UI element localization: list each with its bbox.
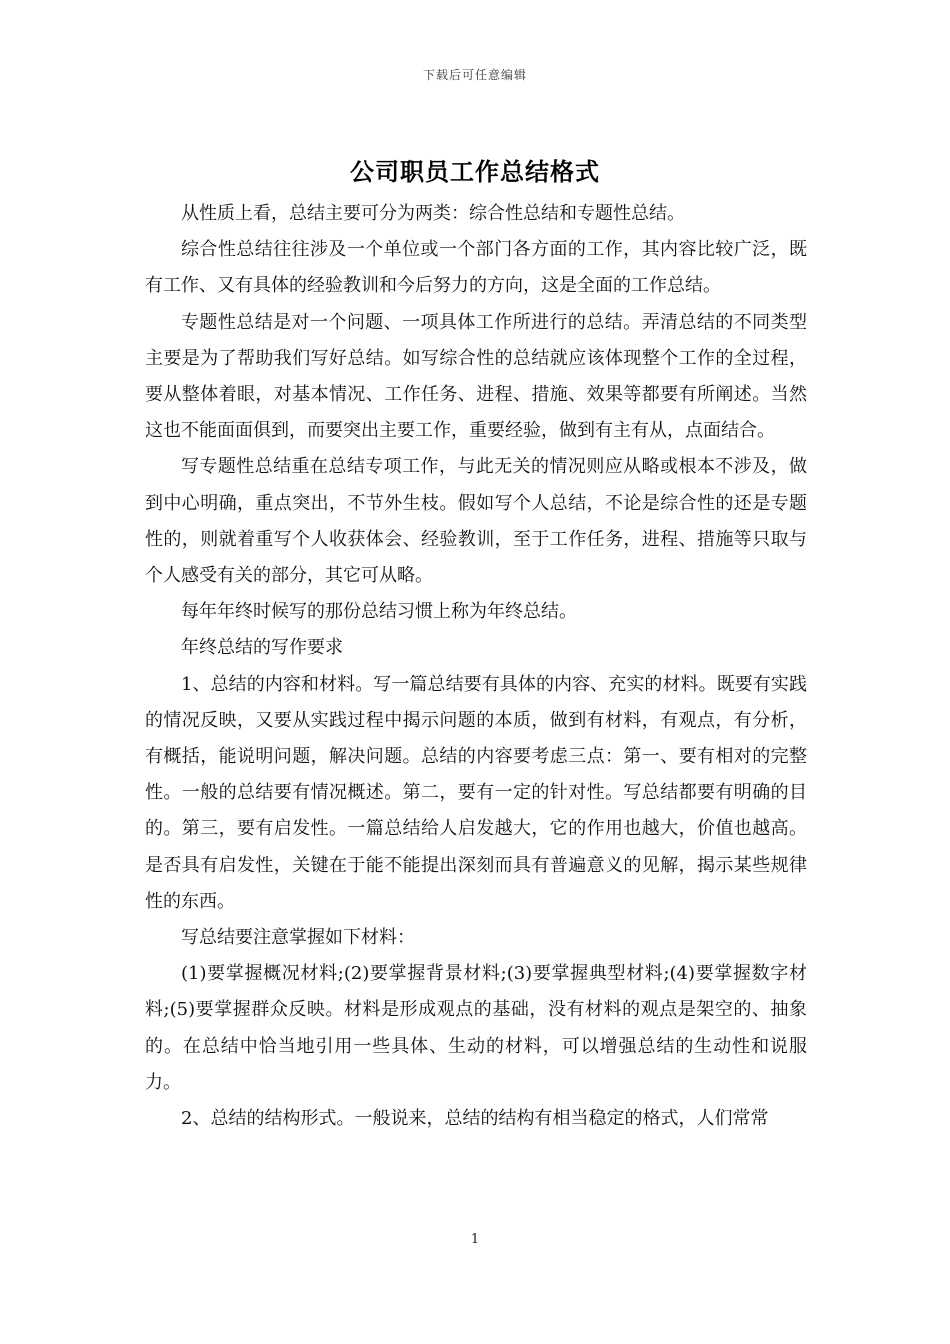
paragraph-year-end-definition: 每年年终时候写的那份总结习惯上称为年终总结。: [181, 601, 577, 623]
section-heading-writing-requirements: 年终总结的写作要求: [181, 637, 343, 659]
paragraph-intro: 从性质上看，总结主要可分为两类：综合性总结和专题性总结。: [181, 203, 685, 224]
paragraph-materials-intro: 写总结要注意掌握如下材料：: [181, 927, 415, 949]
page-header: 下载后可任意编辑: [422, 68, 527, 82]
paragraph-content-and-materials: 1、总结的内容和材料。写一篇总结要有具体的内容、充实的材料。既要有实践的情况反映，又要从实践过程中揭示问题的本质，做到有材料，有观点，有分析，有概括，能说明问题，解决问题。总结的内容要考虑三点：第一、要有相对的完整性。一般的总结要有情况概述。第二，要有一定的针对性。写总结都要有明确的目的。第三，要有启发性。一篇总结给人启发越大，它的作用也越大，价值也越高。是否具有启发性，关键在于能不能提出深刻而具有普遍意义的见解，揭示某些规律性的东西。: [145, 673, 807, 912]
paragraph-special-summary: 专题性总结是对一个问题、一项具体工作所进行的总结。弄清总结的不同类型主要是为了帮助我们写好总结。如写综合性的总结就应该体现整个工作的全过程，要从整体着眼，对基本情况、工作任务、进程、措施、效果等都要有所阐述。当然这也不能面面俱到，而要突出主要工作，重要经验，做到有主有从，点面结合。: [145, 311, 807, 442]
paragraph-special-summary-focus: 写专题性总结重在总结专项工作，与此无关的情况则应从略或根本不涉及，做到中心明确，重点突出，不节外生枝。假如写个人总结，不论是综合性的还是专题性的，则就着重写个人收获体会、经验教训，至于工作任务，进程、措施等只取与个人感受有关的部分，其它可从略。: [145, 456, 807, 587]
paragraph-comprehensive-summary: 综合性总结往往涉及一个单位或一个部门各方面的工作，其内容比较广泛，既有工作、又有具体的经验教训和今后努力的方向，这是全面的工作总结。: [145, 239, 807, 297]
page-number: 1: [470, 1232, 480, 1247]
paragraph-materials-list: (1)要掌握概况材料;(2)要掌握背景材料;(3)要掌握典型材料;(4)要掌握数字材料;(5)要掌握群众反映。材料是形成观点的基础，没有材料的观点是架空的、抽象的。在总结中恰当地引用一些具体、生动的材料，可以增强总结的生动性和说服力。: [145, 963, 807, 1093]
paragraph-structure-form: 2、总结的结构形式。一般说来，总结的结构有相当稳定的格式，人们常常: [181, 1108, 769, 1130]
document-body: [145, 196, 807, 1137]
document-title: 公司职员工作总结格式: [350, 157, 600, 186]
